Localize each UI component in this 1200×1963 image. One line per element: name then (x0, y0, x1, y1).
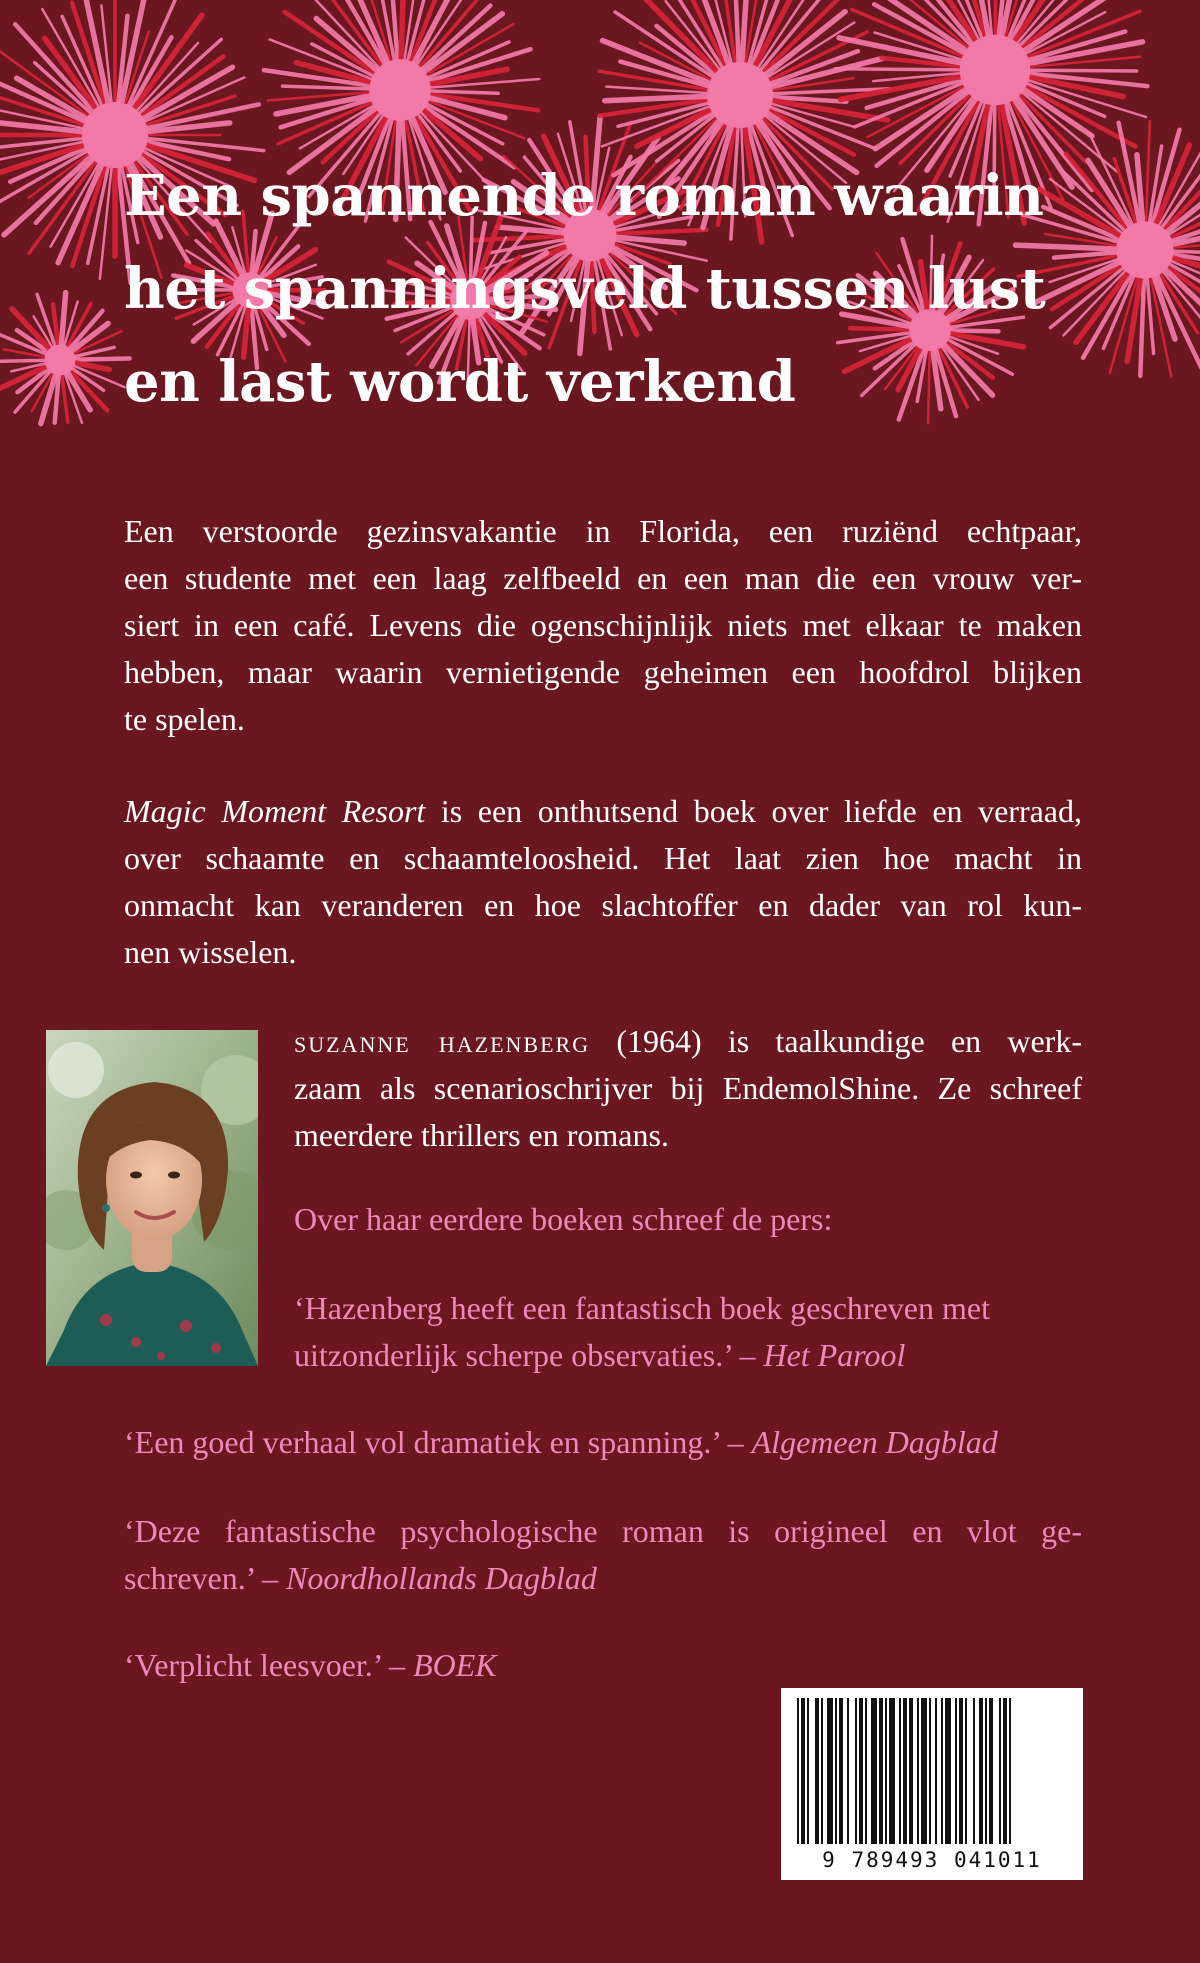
review-line (124, 1642, 1082, 1689)
review-line (124, 1555, 1082, 1602)
barcode-bar (935, 1698, 937, 1844)
review-quote: schreven.’ – (124, 1560, 286, 1596)
blurb-paragraph-2 (124, 788, 1082, 976)
isbn-barcode (781, 1688, 1083, 1880)
headline-line: het spanningsveld tussen lust (124, 256, 1046, 322)
review-source: BOEK (413, 1647, 497, 1683)
blurb-line: siert in een café. Levens die ogenschijnlijk niets met elkaar te maken (124, 607, 1082, 643)
blurb-line: onmacht kan veranderen en hoe slachtoffer en dader van rol kun- (124, 887, 1082, 923)
author-bio (294, 1018, 1082, 1159)
barcode-bar (941, 1698, 943, 1844)
barcode-bar (1009, 1698, 1011, 1844)
barcode-bar (989, 1698, 993, 1844)
blurb-line: Een verstoorde gezinsvakantie in Florida, een ruziënd echtpaar, (124, 513, 1082, 549)
barcode-bar (879, 1698, 883, 1844)
barcode-bar (917, 1698, 919, 1844)
barcode-bar (1003, 1698, 1007, 1844)
barcode-bar (999, 1698, 1001, 1844)
blurb-line: te spelen. (124, 701, 245, 737)
review-quote: ‘Een goed verhaal vol dramatiek en spanning.’ – (124, 1424, 752, 1460)
barcode-bar (839, 1698, 843, 1844)
review-line: ‘Hazenberg heeft een fantastisch boek geschreven met (294, 1290, 990, 1326)
press-intro-line: Over haar eerdere boeken schreef de pers: (294, 1201, 833, 1237)
barcode-bar (985, 1698, 987, 1844)
review-source: Noordhollands Dagblad (286, 1560, 597, 1596)
review-quote: ‘Verplicht leesvoer.’ – (124, 1647, 414, 1683)
barcode-bar (871, 1698, 877, 1844)
review-source: Algemeen Dagblad (751, 1424, 998, 1460)
barcode-bar (807, 1698, 809, 1844)
author-name: suzanne hazenberg (294, 1023, 591, 1059)
press-review (294, 1285, 1082, 1379)
barcode-bar (965, 1698, 967, 1844)
bio-line: zaam als scenarioschrijver bij EndemolShine. Ze schreef (294, 1070, 1082, 1106)
bio-text: (1964) is taalkundige en werk- (590, 1023, 1082, 1059)
barcode-bar (865, 1698, 867, 1844)
headline-line: en last wordt verkend (124, 349, 796, 415)
barcode-bar (859, 1698, 863, 1844)
barcode-bar (921, 1698, 927, 1844)
review-line (294, 1332, 1082, 1379)
press-review (124, 1419, 1082, 1466)
press-review (124, 1508, 1082, 1602)
barcode-bar (979, 1698, 983, 1844)
bio-line (294, 1018, 1082, 1065)
headline-line: Een spannende roman waarin (124, 163, 1044, 229)
barcode-bar (945, 1698, 951, 1844)
blurb-paragraph-1 (124, 508, 1082, 743)
review-line: ‘Deze fantastische psychologische roman is origineel en vlot ge- (124, 1513, 1082, 1549)
barcode-bar (885, 1698, 887, 1844)
blurb-line: nen wisselen. (124, 934, 297, 970)
barcode-bar (903, 1698, 907, 1844)
review-quote: uitzonderlijk scherpe observaties.’ – (294, 1337, 764, 1373)
bio-line: meerdere thrillers en romans. (294, 1117, 669, 1153)
barcode-bar (827, 1698, 833, 1844)
press-review (124, 1642, 1082, 1689)
barcode-bar (909, 1698, 913, 1844)
isbn-number: 9 789493 041011 (822, 1848, 1042, 1872)
blurb-line: over schaamte en schaamteloosheid. Het laat zien hoe macht in (124, 840, 1082, 876)
barcode-bar (959, 1698, 963, 1844)
barcode-bar (835, 1698, 837, 1844)
press-intro (294, 1196, 1082, 1243)
review-line (124, 1419, 1082, 1466)
barcode-bar (847, 1698, 849, 1844)
barcode-bar (801, 1698, 805, 1844)
flower-icon (0, 293, 130, 424)
barcode-bar (973, 1698, 975, 1844)
barcode-bar (889, 1698, 895, 1844)
barcode-bar (821, 1698, 823, 1844)
barcode-bar (955, 1698, 957, 1844)
book-title: Magic Moment Resort (124, 793, 426, 829)
blurb-line: een studente met een laag zelfbeeld en een man die een vrouw ver- (124, 560, 1082, 596)
barcode-bar (929, 1698, 931, 1844)
author-photo (46, 1030, 258, 1366)
blurb-line (124, 788, 1082, 835)
barcode-bar (855, 1698, 857, 1844)
blurb-text: is een onthutsend boek over liefde en verraad, (425, 793, 1082, 829)
headline (124, 150, 1124, 429)
barcode-bar (899, 1698, 901, 1844)
blurb-line: hebben, maar waarin vernietigende geheimen een hoofdrol blijken (124, 654, 1082, 690)
barcode-bar (815, 1698, 819, 1844)
barcode-bar (797, 1698, 799, 1844)
review-source: Het Parool (763, 1337, 906, 1373)
